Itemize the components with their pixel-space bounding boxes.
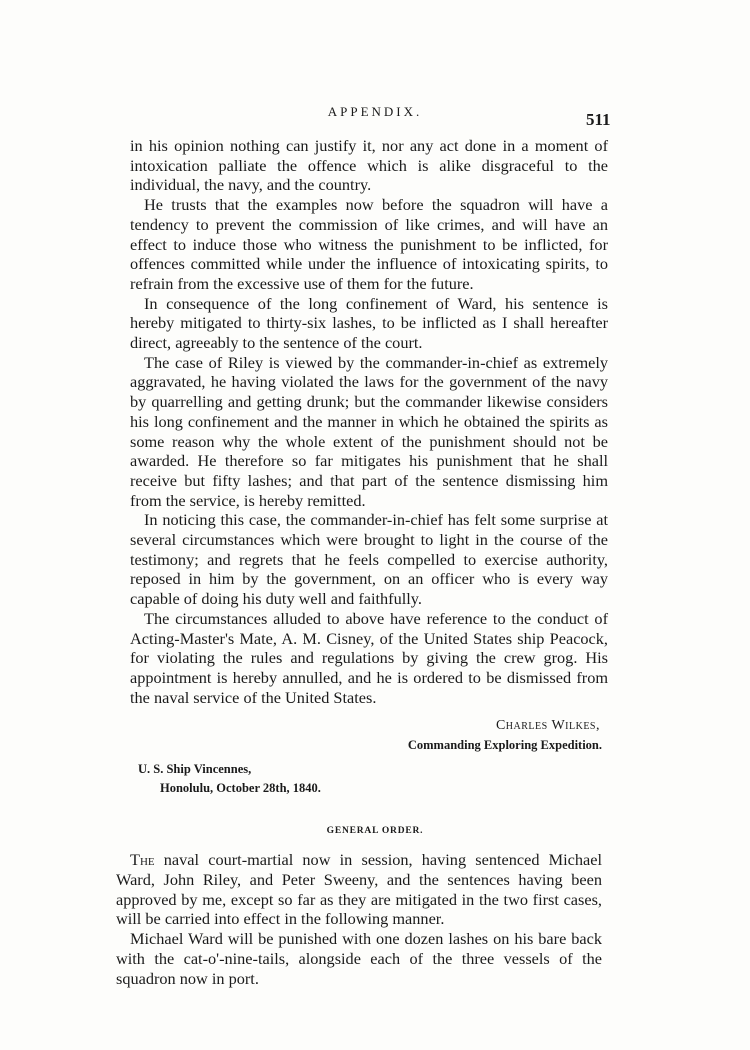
paragraph-continuation: in his opinion nothing can justify it, nor any act done in a moment of intoxication palliate the offence which is alike disgraceful to the individual, the navy, and the country. <box>130 136 608 195</box>
location-ship: U. S. Ship Vincennes, <box>138 762 252 776</box>
general-order-body <box>116 850 602 989</box>
running-head: APPENDIX. <box>327 104 423 119</box>
paragraph-ward: In consequence of the long confinement of Ward, his sentence is hereby mitigated to thirty-six lashes, to be inflicted as I shall hereafter direct, agreeably to the sentence of the court. <box>130 293 608 353</box>
location-date: Honolulu, October 28th, 1840. <box>160 781 321 795</box>
general-order-heading: GENERAL ORDER. <box>326 826 424 836</box>
order-lead-word: The <box>130 850 155 869</box>
paragraph-examples: He trusts that the examples now before the squadron will have a tendency to prevent the commission of like crimes, and will have an effect to induce those who witness the punishment to be inflicted, for offences committed while under the influence of intoxicating spirits, to refrain from the excessive use of them for the future. <box>130 195 608 293</box>
paragraph-riley: The case of Riley is viewed by the commander-in-chief as extremely aggravated, he having violated the laws for the government of the navy by quarrelling and getting drunk; but the commander likewise considers his long confinement and the manner in which he obtained the spirits as some reason why the whole extent of the punishment should not be awarded. He therefore so far mitigates his punishment that he shall receive but fifty lashes; and that part of the sentence dismissing him from the service, is hereby remitted. <box>130 352 608 510</box>
order-paragraph-sentences <box>116 850 602 929</box>
signature-name: Charles Wilkes, <box>495 718 600 733</box>
letter-body <box>130 136 608 707</box>
paragraph-cisney: The circumstances alluded to above have reference to the conduct of Acting-Master's Mate, A. M. Cisney, of the United States ship Peacock, for violating the rules and regulations by giving the crew grog. His appointment is hereby annulled, and he is ordered to be dismissed from the naval service of the United States. <box>130 608 608 707</box>
order-paragraph-ward-punishment: Michael Ward will be punished with one dozen lashes on his bare back with the cat-o'-nine-tails, alongside each of the three vessels of the squadron now in port. <box>116 929 602 988</box>
page-number: 511 <box>586 110 611 129</box>
order-paragraph-rest: naval court-martial now in session, having sentenced Michael Ward, John Riley, and Peter Sweeny, and the sentences having been approved by me, except so far as they are mitigated in the two first cases, will be carried into effect in the following manner. <box>116 850 602 929</box>
paragraph-noticing: In noticing this case, the commander-in-chief has felt some surprise at several circumstances which were brought to light in the course of the testimony; and regrets that he feels compelled to exercise authority, reposed in him by the government, on an officer who is every way capable of doing his duty well and faithfully. <box>130 510 608 609</box>
signature-title: Commanding Exploring Expedition. <box>407 738 602 752</box>
